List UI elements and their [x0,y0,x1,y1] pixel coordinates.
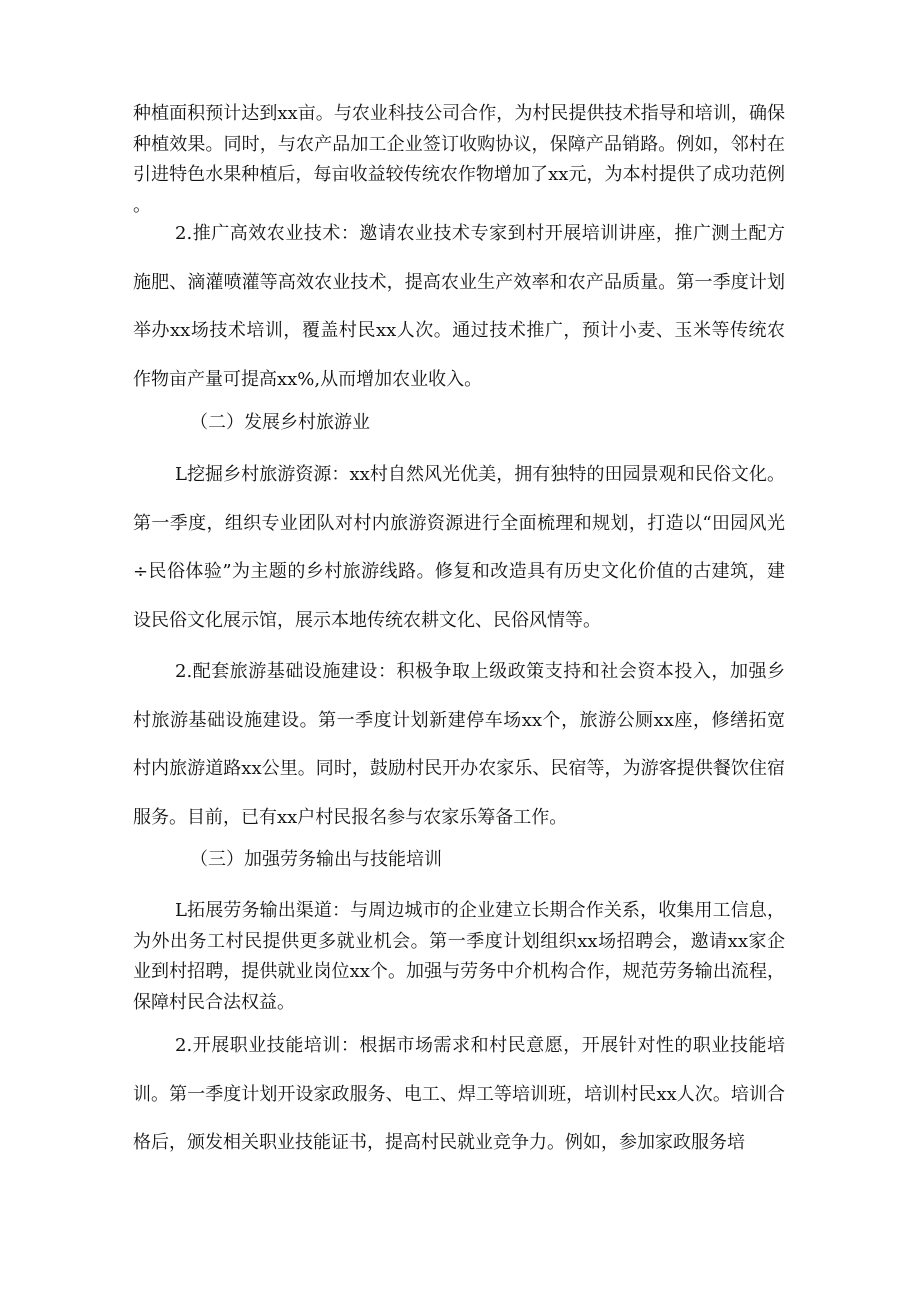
paragraph-planting-area: 种植面积预计达到xx亩。与农业科技公司合作，为村民提供技术指导和培训，确保种植效果。同时，与农产品加工企业签订收购协议，保障产品销路。例如，邻村在引进特色水果种植后，每亩收益较传统农作物增加了xx元，为本村提供了成功范例。 [133,103,785,216]
paragraph-tourism-infrastructure: 2.配套旅游基础设施建设：积极争取上级政策支持和社会资本投入，加强乡村旅游基础设施建设。第一季度计划新建停车场xx个，旅游公厕xx座，修缮拓宽村内旅游道路xx公里。同时，鼓励村民开办农家乐、民宿等，为游客提供餐饮住宿服务。目前，已有xx户村民报名参与农家乐筹备工作。 [133,661,785,828]
section-heading-labor-training: （三）加强劳务输出与技能培训 [190,849,442,870]
section-heading-rural-tourism: （二）发展乡村旅游业 [190,412,370,433]
paragraph-labor-export-channels: L拓展劳务输出渠道：与周边城市的企业建立长期合作关系，收集用工信息，为外出务工村民提供更多就业机会。第一季度计划组织xx场招聘会，邀请xx家企业到村招聘，提供就业岗位xx个。加强与劳务中介机构合作，规范劳务输出流程，保障村民合法权益。 [133,900,785,1013]
paragraph-tourism-resources: L挖掘乡村旅游资源：xx村自然风光优美，拥有独特的田园景观和民俗文化。第一季度，组织专业团队对村内旅游资源进行全面梳理和规划，打造以“田园风光÷民俗体验”为主题的乡村旅游线路。修复和改造具有历史文化价值的古建筑，建设民俗文化展示馆，展示本地传统农耕文化、民俗风情等。 [133,464,785,631]
paragraph-vocational-training: 2.开展职业技能培训：根据市场需求和村民意愿，开展针对性的职业技能培训。第一季度计划开设家政服务、电工、焊工等培训班，培训村民xx人次。培训合格后，颁发相关职业技能证书，提高村民就业竞争力。例如，参加家政服务培 [133,1035,785,1153]
paragraph-efficient-agri-tech: 2.推广高效农业技术：邀请农业技术专家到村开展培训讲座，推广测土配方施肥、滴灌喷灌等高效农业技术，提高农业生产效率和农产品质量。第一季度计划举办xx场技术培训，覆盖村民xx人次。通过技术推广，预计小麦、玉米等传统农作物亩产量可提高xx%,从而增加农业收入。 [133,223,785,390]
